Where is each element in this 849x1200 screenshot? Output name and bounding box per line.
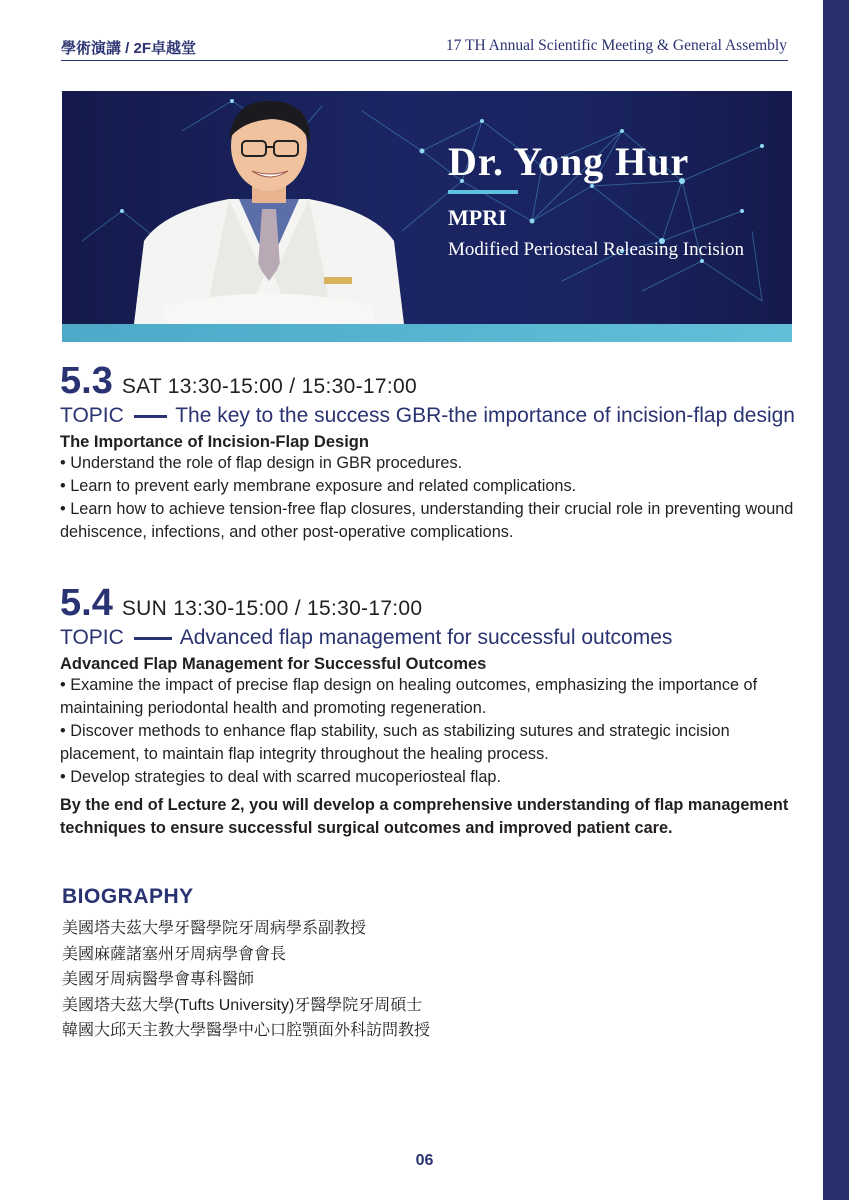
session-subheading: Advanced Flap Management for Successful Outcomes <box>60 655 487 673</box>
objective-list <box>60 674 795 789</box>
speaker-portrait <box>124 91 414 324</box>
objective-list <box>60 452 795 544</box>
header-divider <box>61 60 788 61</box>
page-number: 06 <box>415 1152 434 1169</box>
speaker-banner <box>62 91 792 342</box>
biography-title: BIOGRAPHY <box>62 885 194 908</box>
speaker-name: Dr. Yong Hur <box>448 139 690 184</box>
header-venue: 學術演講 / 2F卓越堂 <box>61 40 197 57</box>
topic-label: TOPIC <box>60 626 124 649</box>
session-time: SAT 13:30-15:00 / 15:30-17:00 <box>121 375 417 398</box>
side-color-bar <box>823 0 849 1200</box>
topic-title: Advanced flap management for successful outcomes <box>179 626 673 649</box>
topic-dash <box>134 415 167 418</box>
session-time: SUN 13:30-15:00 / 15:30-17:00 <box>121 597 423 620</box>
header-event-title: 17 TH Annual Scientific Meeting & General Assembly <box>445 37 787 54</box>
objective-item: • Learn to prevent early membrane exposure and related complications. <box>60 477 577 495</box>
session-5-3 <box>60 360 795 544</box>
topic-dash <box>134 637 172 640</box>
banner-cyan-strip <box>62 324 792 342</box>
objective-item: • Develop strategies to deal with scarred mucoperiosteal flap. <box>60 768 501 786</box>
session-date: 5.4 <box>60 582 113 624</box>
biography-item: 美國麻薩諸塞州牙周病學會會長 <box>62 945 287 963</box>
biography-item: 美國塔夫茲大學牙醫學院牙周病學系副教授 <box>62 920 367 937</box>
biography-item: 韓國大邱天主教大學醫學中心口腔顎面外科訪問教授 <box>62 1022 431 1039</box>
biography-item: 美國牙周病醫學會專科醫師 <box>62 971 255 988</box>
biography-item: 美國塔夫茲大學(Tufts University)牙醫學院牙周碩士 <box>62 996 423 1014</box>
lecture-summary: By the end of Lecture 2, you will develop a comprehensive understanding of flap management techniques to ensure successful surgical outcomes and improved patient care. <box>60 796 789 837</box>
name-underline <box>448 190 518 194</box>
technique-name: Modified Periosteal Releasing Incision <box>448 239 745 260</box>
session-subheading: The Importance of Incision-Flap Design <box>60 433 369 451</box>
biography-list <box>62 916 430 1044</box>
objective-item: • Examine the impact of precise flap design on healing outcomes, emphasizing the importance of maintaining periodontal health and promoting regeneration. <box>60 676 758 717</box>
objective-item: • Understand the role of flap design in GBR procedures. <box>60 454 463 472</box>
topic-label: TOPIC <box>60 404 124 427</box>
session-date: 5.3 <box>60 360 113 402</box>
session-5-4 <box>60 582 795 840</box>
technique-abbreviation: MPRI <box>448 205 507 230</box>
objective-item: • Discover methods to enhance flap stability, such as stabilizing sutures and strategic incision placement, to maintain flap integrity throughout the healing process. <box>60 722 730 763</box>
objective-item: • Learn how to achieve tension-free flap closures, understanding their crucial role in preventing wound dehiscence, infections, and other post-operative complications. <box>60 500 794 541</box>
topic-title: The key to the success GBR-the importance of incision-flap design <box>175 404 795 427</box>
